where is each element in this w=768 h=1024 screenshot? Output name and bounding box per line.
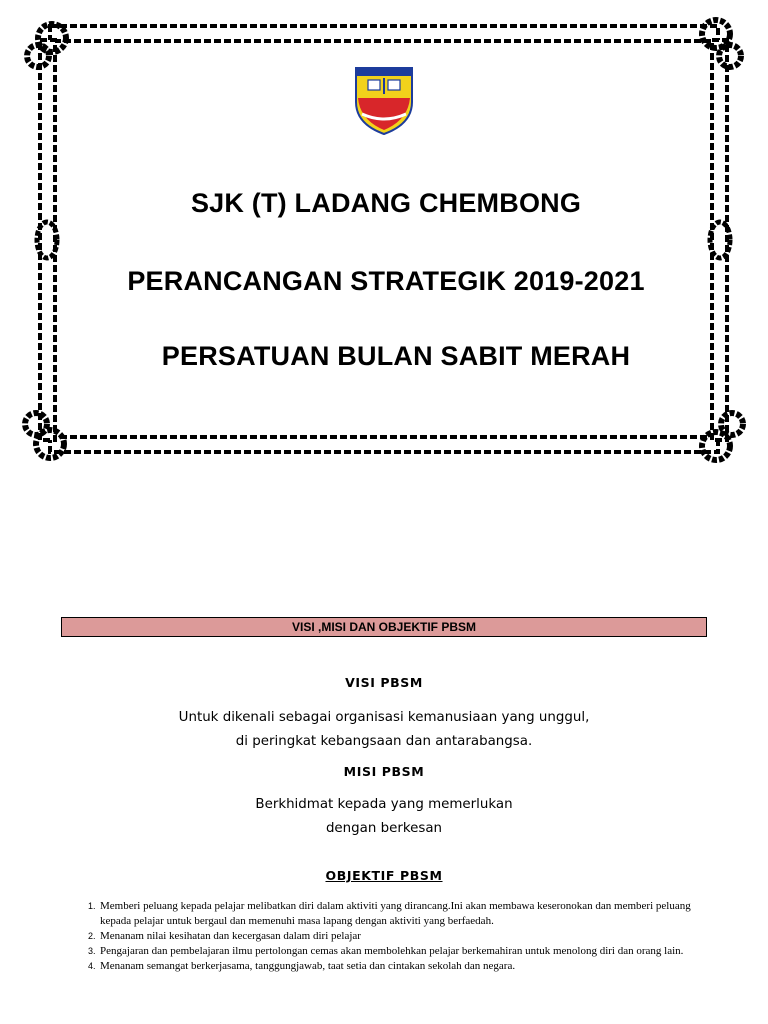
objektif-item-1: 1. Memberi peluang kepada pelajar melibatkan diri dalam aktiviti yang dirancang.Ini akan membawa keseronokan dan memberi peluang kepada pelajar untuk bergaul dan memenuhi masa lapang dengan aktiviti yang berfaedah. [98, 899, 720, 929]
misi-line-2: dengan berkesan [325, 821, 443, 836]
cover-title-society: PERSATUAN BULAN SABIT MERAH [161, 341, 631, 371]
misi-text [0, 793, 768, 841]
objektif-item-3: 3. Pengajaran dan pembelajaran ilmu pertolongan cemas akan membolehkan pelajar berkemahiran untuk menolong diri dan orang lain. [98, 944, 720, 959]
visi-line-1: Untuk dikenali sebagai organisasi kemanusiaan yang unggul, [178, 710, 590, 725]
visi-text [0, 706, 768, 754]
misi-heading: MISI PBSM [343, 764, 425, 779]
misi-line-1: Berkhidmat kepada yang memerlukan [255, 797, 513, 812]
visi-heading: VISI PBSM [345, 675, 423, 690]
objektif-item-2: 2. Menanam nilai kesihatan dan kecergasan dalam diri pelajar [98, 929, 720, 944]
school-crest-logo [348, 64, 420, 136]
section-band-heading: VISI ,MISI DAN OBJEKTIF PBSM [61, 617, 707, 637]
objektif-list [78, 899, 720, 974]
cover-title-school: SJK (T) LADANG CHEMBONG [190, 188, 582, 218]
objektif-item-4: 4. Menanam semangat berkerjasama, tanggungjawab, taat setia dan cintakan sekolah dan negara. [98, 959, 720, 974]
visi-line-2: di peringkat kebangsaan dan antarabangsa. [235, 734, 533, 749]
cover-title-plan: PERANCANGAN STRATEGIK 2019-2021 [127, 266, 645, 296]
objektif-heading: OBJEKTIF PBSM [325, 868, 443, 883]
